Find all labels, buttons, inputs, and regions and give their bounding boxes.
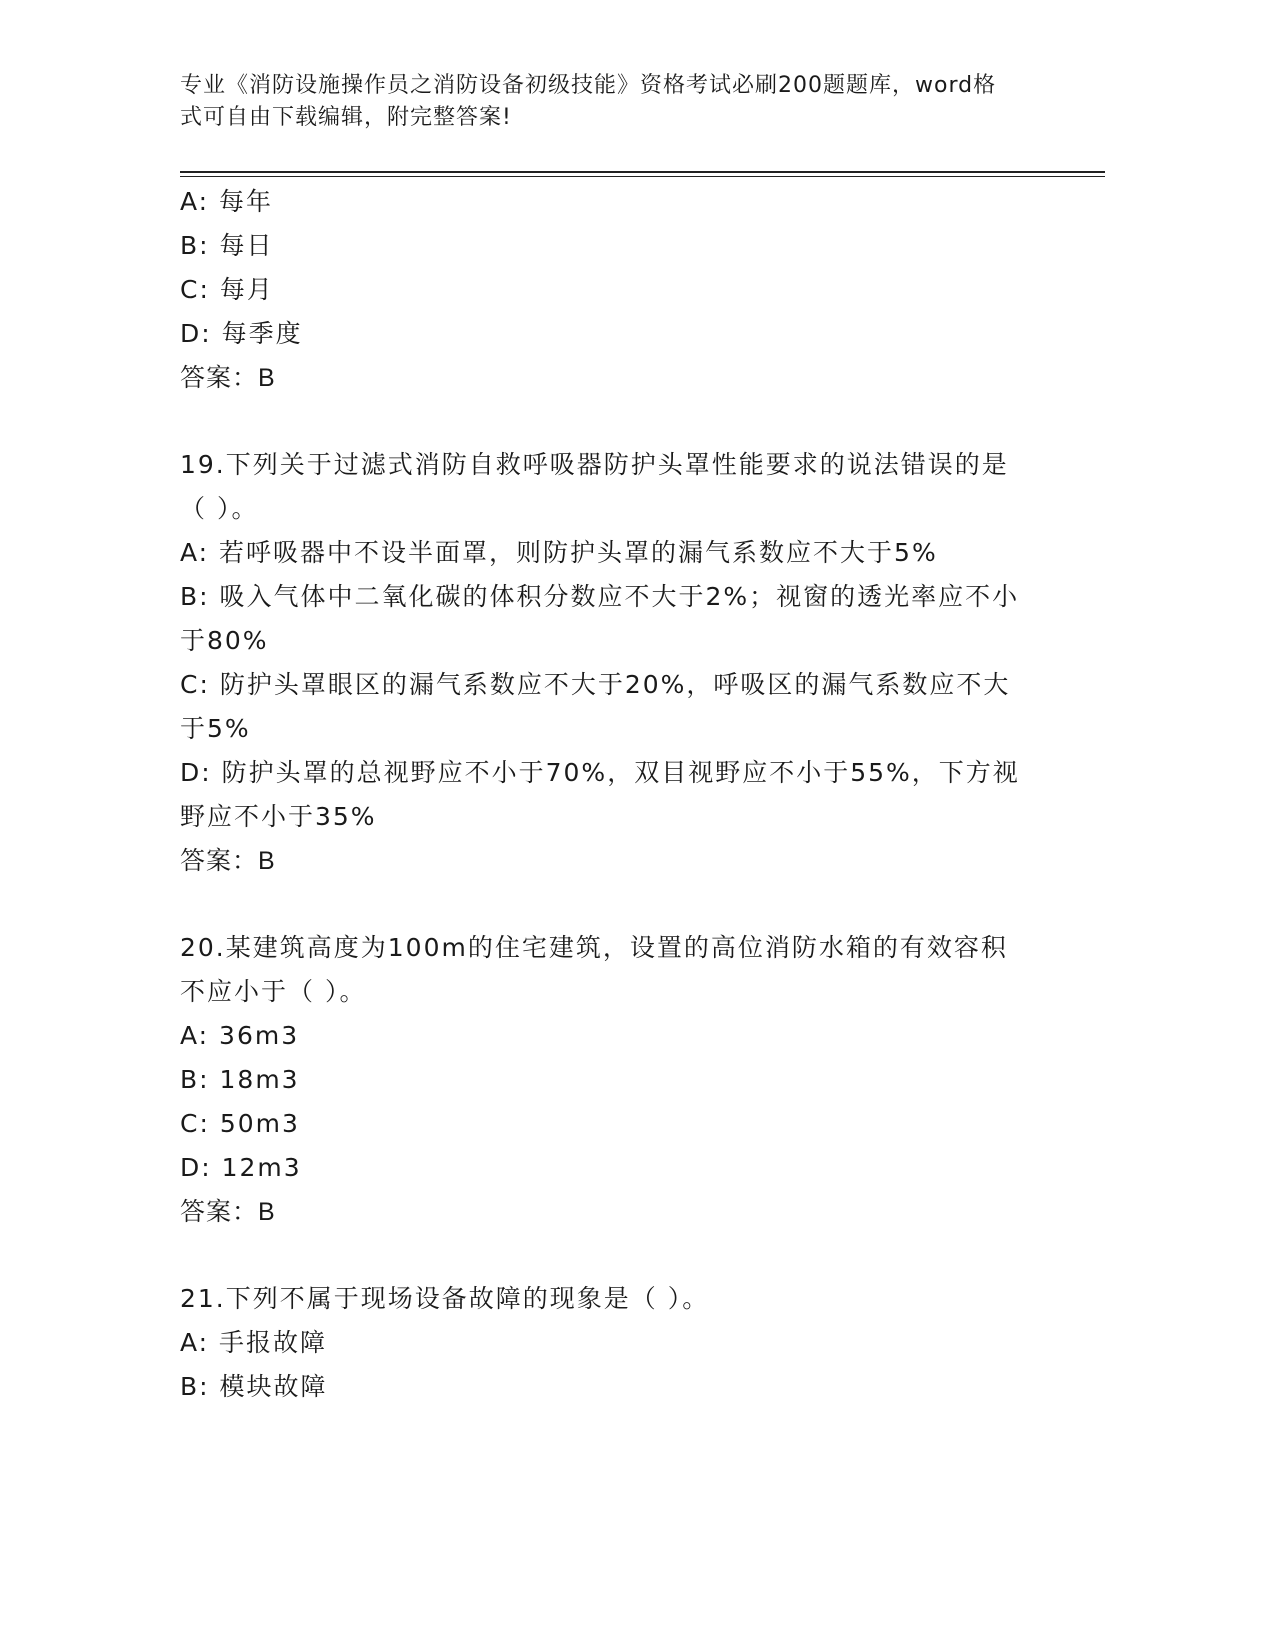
option-d: D: 每季度	[180, 319, 303, 348]
option-c: C: 50m3	[180, 1109, 300, 1138]
question-stem: 19.下列关于过滤式消防自救呼吸器防护头罩性能要求的说法错误的是	[180, 450, 1009, 479]
option-c: C: 防护头罩眼区的漏气系数应不大于20%，呼吸区的漏气系数应不大	[180, 670, 1011, 699]
option-a: A: 36m3	[180, 1021, 300, 1050]
header-divider-thick	[180, 171, 1105, 173]
question-stem: 20.某建筑高度为100m的住宅建筑，设置的高位消防水箱的有效容积	[180, 933, 1008, 962]
block-spacer	[180, 400, 1060, 443]
option-b: B: 模块故障	[180, 1372, 328, 1401]
option-d: D: 12m3	[180, 1153, 302, 1182]
question-stem-continued: 不应小于（ ）。	[180, 977, 367, 1006]
option-c-continued: 于5%	[180, 714, 251, 743]
header-line-2: 式可自由下载编辑，附完整答案!	[180, 105, 512, 130]
block-spacer	[180, 883, 1060, 926]
option-d: D: 防护头罩的总视野应不小于70%，双目视野应不小于55%，下方视	[180, 758, 1020, 787]
option-c: C: 每月	[180, 275, 274, 304]
answer-line: 答案：B	[180, 847, 276, 875]
question-stem: 21.下列不属于现场设备故障的现象是（ ）。	[180, 1284, 710, 1313]
option-a: A: 手报故障	[180, 1328, 328, 1357]
block-spacer	[180, 1234, 1060, 1277]
question-block-21	[180, 1277, 1060, 1409]
document-header	[180, 70, 1060, 134]
question-content	[180, 180, 1060, 1409]
answer-line: 答案：B	[180, 364, 276, 392]
answer-line: 答案：B	[180, 1198, 276, 1226]
option-b-continued: 于80%	[180, 626, 269, 655]
option-a: A: 若呼吸器中不设半面罩，则防护头罩的漏气系数应不大于5%	[180, 538, 938, 567]
question-block-18-options	[180, 180, 1060, 400]
option-b: B: 18m3	[180, 1065, 300, 1094]
header-divider-thin	[180, 176, 1105, 177]
option-d-continued: 野应不小于35%	[180, 802, 377, 831]
header-line-1: 专业《消防设施操作员之消防设备初级技能》资格考试必刷200题题库，word格	[180, 73, 997, 98]
option-b: B: 每日	[180, 231, 274, 260]
question-block-20	[180, 926, 1060, 1234]
question-block-19	[180, 443, 1060, 883]
option-a: A: 每年	[180, 187, 274, 216]
question-stem-continued: （ ）。	[180, 494, 259, 523]
option-b: B: 吸入气体中二氧化碳的体积分数应不大于2%；视窗的透光率应不小	[180, 582, 1020, 611]
